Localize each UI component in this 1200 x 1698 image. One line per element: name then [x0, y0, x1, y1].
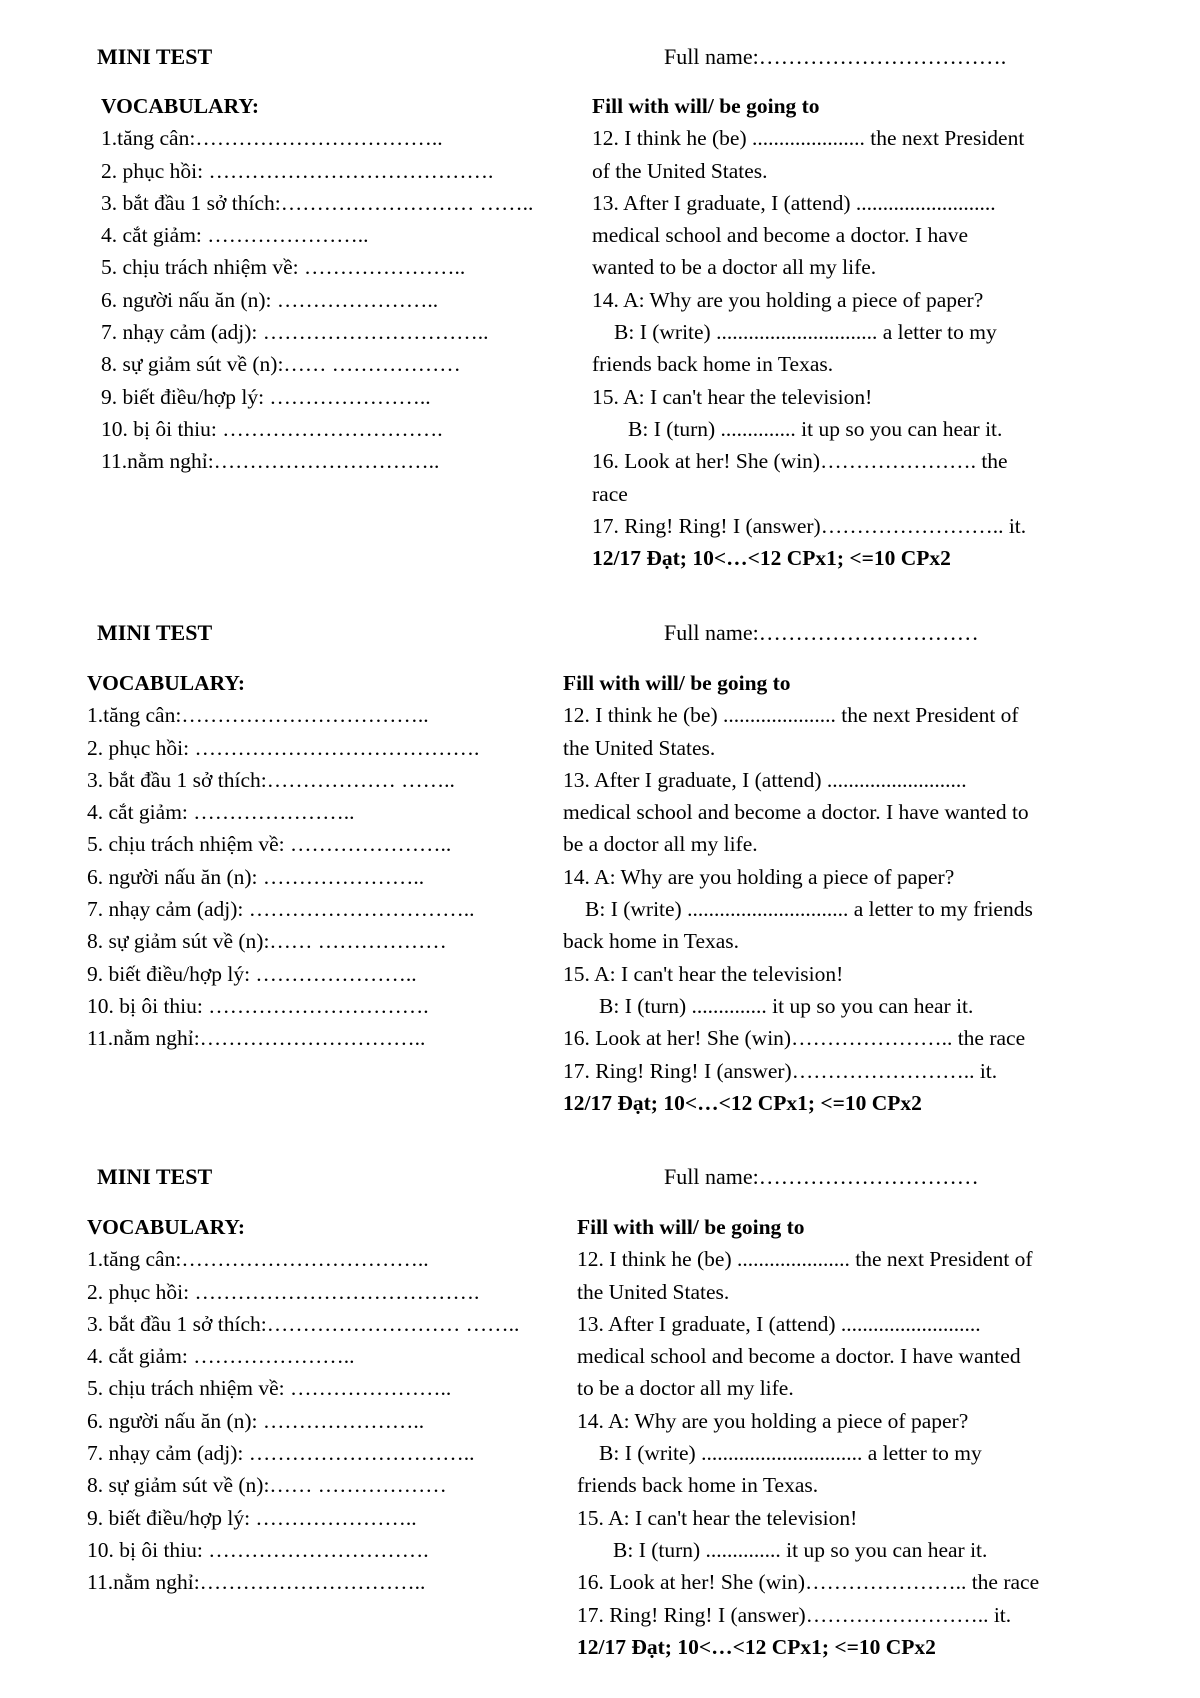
fill-line: B: I (write) .............................. a letter to my friends [585, 897, 1033, 922]
fill-line: 15. A: I can't hear the television! [592, 384, 873, 409]
fill-line: 17. Ring! Ring! I (answer)…………………….. it. [592, 513, 1027, 538]
fill-line: 12. I think he (be) ..................... the next President [592, 126, 1025, 151]
fill-line: B: I (turn) .............. it up so you can hear it. [613, 1537, 988, 1562]
fill-line: 14. A: Why are you holding a piece of paper? [563, 864, 955, 889]
fill-line: the United States. [563, 735, 716, 760]
vocab-item: 3. bắt đầu 1 sở thích:……………………… …….. [101, 190, 534, 215]
vocab-item: 2. phục hồi: …………………………………. [101, 158, 494, 183]
fill-line: wanted to be a doctor all my life. [592, 255, 877, 280]
fill-line: friends back home in Texas. [592, 352, 834, 377]
vocab-item: 10. bị ôi thiu: …………………………. [87, 1537, 429, 1562]
vocabulary-section [101, 90, 533, 478]
test-title: MINI TEST [97, 44, 213, 69]
vocab-item: 11.nằm nghỉ:………………………….. [87, 1026, 426, 1051]
vocab-item: 5. chịu trách nhiệm về: ………………….. [87, 1376, 452, 1401]
fill-section [577, 1211, 1039, 1663]
fill-line: 16. Look at her! She (win)………………….. the race [577, 1570, 1040, 1595]
vocab-item: 6. người nấu ăn (n): ………………….. [87, 864, 425, 889]
fill-line: race [592, 481, 628, 506]
vocab-item: 6. người nấu ăn (n): ………………….. [101, 287, 439, 312]
fill-line: 13. After I graduate, I (attend) .......................... [563, 767, 967, 792]
fill-heading: Fill with will/ be going to [577, 1215, 805, 1239]
fill-line: 13. After I graduate, I (attend) .......................... [592, 190, 996, 215]
vocabulary-heading: VOCABULARY: [101, 94, 260, 118]
fill-line: B: I (turn) .............. it up so you can hear it. [628, 416, 1003, 441]
vocab-item: 8. sự giảm sút về (n):…… ……………… [87, 929, 447, 954]
fill-section [563, 667, 1033, 1119]
fill-line: 12. I think he (be) ..................... the next President of [563, 703, 1019, 728]
vocab-item: 3. bắt đầu 1 sở thích:……………………… …….. [87, 1311, 520, 1336]
vocab-item: 11.nằm nghỉ:………………………….. [87, 1570, 426, 1595]
fill-line: 14. A: Why are you holding a piece of paper? [577, 1408, 969, 1433]
fill-heading: Fill with will/ be going to [563, 671, 791, 695]
full-name-field: Full name:………………………… [664, 1164, 979, 1189]
vocab-item: 7. nhạy cảm (adj): ………………………….. [87, 897, 475, 922]
vocab-item: 7. nhạy cảm (adj): ………………………….. [101, 320, 489, 345]
fill-line: medical school and become a doctor. I have [592, 223, 969, 248]
vocab-item: 2. phục hồi: …………………………………. [87, 735, 480, 760]
vocab-item: 4. cắt giảm: ………………….. [87, 800, 355, 825]
full-name-field: Full name:……………………………. [664, 44, 1007, 69]
vocab-item: 1.tăng cân:…………………………….. [101, 126, 443, 151]
fill-line: to be a doctor all my life. [577, 1376, 794, 1401]
fill-line: 17. Ring! Ring! I (answer)…………………….. it. [563, 1058, 998, 1083]
vocab-item: 8. sự giảm sút về (n):…… ……………… [87, 1473, 447, 1498]
fill-line: be a doctor all my life. [563, 832, 758, 857]
vocab-item: 4. cắt giảm: ………………….. [101, 223, 369, 248]
fill-line: 15. A: I can't hear the television! [563, 961, 844, 986]
vocabulary-section [87, 1211, 519, 1599]
fill-heading: Fill with will/ be going to [592, 94, 820, 118]
fill-line: B: I (write) .............................. a letter to my [614, 320, 997, 345]
fill-line: medical school and become a doctor. I have wanted to [563, 800, 1029, 825]
fill-line: 17. Ring! Ring! I (answer)…………………….. it. [577, 1602, 1012, 1627]
fill-line: 16. Look at her! She (win)…………………. the [592, 449, 1008, 474]
fill-line: friends back home in Texas. [577, 1473, 819, 1498]
score-rule: 12/17 Đạt; 10<…<12 CPx1; <=10 CPx2 [563, 1090, 922, 1115]
fill-line: 12. I think he (be) ..................... the next President of [577, 1247, 1033, 1272]
fill-line: the United States. [577, 1279, 730, 1304]
vocab-item: 2. phục hồi: …………………………………. [87, 1279, 480, 1304]
fill-line: back home in Texas. [563, 929, 740, 954]
vocabulary-heading: VOCABULARY: [87, 671, 246, 695]
vocab-item: 10. bị ôi thiu: …………………………. [87, 993, 429, 1018]
vocabulary-heading: VOCABULARY: [87, 1215, 246, 1239]
full-name-field: Full name:………………………… [664, 620, 979, 645]
fill-line: 16. Look at her! She (win)………………….. the race [563, 1026, 1026, 1051]
fill-line: 15. A: I can't hear the television! [577, 1505, 858, 1530]
test-title: MINI TEST [97, 620, 213, 645]
vocabulary-section [87, 667, 479, 1055]
vocab-item: 5. chịu trách nhiệm về: ………………….. [87, 832, 452, 857]
vocab-item: 7. nhạy cảm (adj): ………………………….. [87, 1441, 475, 1466]
vocab-item: 8. sự giảm sút về (n):…… ……………… [101, 352, 461, 377]
fill-line: B: I (turn) .............. it up so you can hear it. [599, 993, 974, 1018]
fill-line: 14. A: Why are you holding a piece of paper? [592, 287, 984, 312]
score-rule: 12/17 Đạt; 10<…<12 CPx1; <=10 CPx2 [592, 546, 951, 571]
vocab-item: 9. biết điều/hợp lý: ………………….. [87, 961, 417, 986]
fill-line: 13. After I graduate, I (attend) .......................... [577, 1311, 981, 1336]
test-title: MINI TEST [97, 1164, 213, 1189]
vocab-item: 9. biết điều/hợp lý: ………………….. [87, 1505, 417, 1530]
vocab-item: 9. biết điều/hợp lý: ………………….. [101, 384, 431, 409]
vocab-item: 5. chịu trách nhiệm về: ………………….. [101, 255, 466, 280]
vocab-item: 1.tăng cân:…………………………….. [87, 703, 429, 728]
vocab-item: 11.nằm nghỉ:………………………….. [101, 449, 440, 474]
fill-line: of the United States. [592, 158, 768, 183]
fill-section [592, 90, 1026, 574]
vocab-item: 6. người nấu ăn (n): ………………….. [87, 1408, 425, 1433]
score-rule: 12/17 Đạt; 10<…<12 CPx1; <=10 CPx2 [577, 1634, 936, 1659]
vocab-item: 3. bắt đầu 1 sở thích:……………… …….. [87, 767, 455, 792]
vocab-item: 4. cắt giảm: ………………….. [87, 1344, 355, 1369]
fill-line: medical school and become a doctor. I have wanted [577, 1344, 1021, 1369]
vocab-item: 10. bị ôi thiu: …………………………. [101, 416, 443, 441]
fill-line: B: I (write) .............................. a letter to my [599, 1441, 982, 1466]
vocab-item: 1.tăng cân:…………………………….. [87, 1247, 429, 1272]
